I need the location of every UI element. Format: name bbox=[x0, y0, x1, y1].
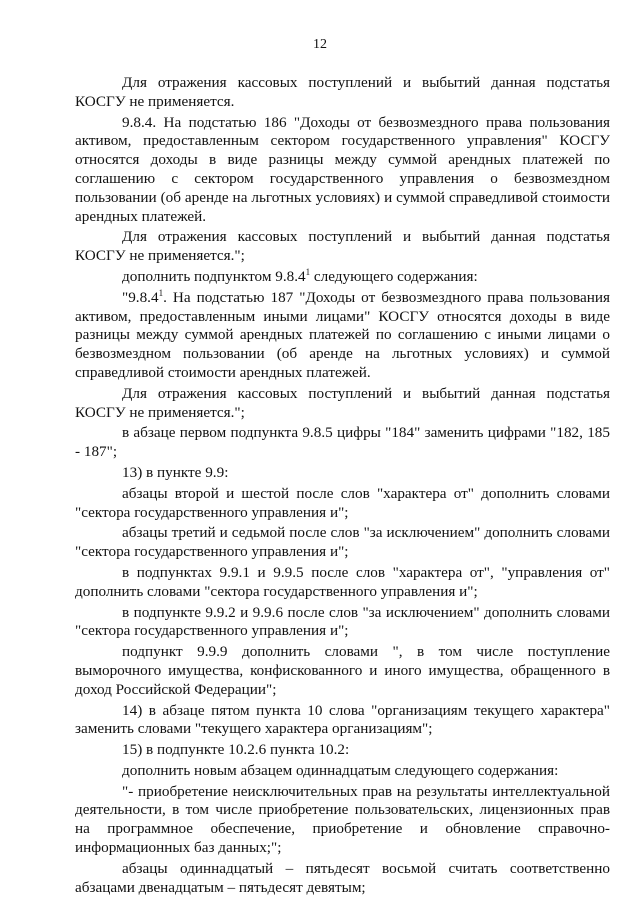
paragraph: "- приобретение неисключительных прав на результаты интеллектуальной деятельности, в том числе приобретение пользовательских, лицензионных прав на программное обеспечение, приобретение и обновление справочно-информационных баз данных;"; bbox=[75, 782, 610, 857]
paragraph: "9.8.4$^1$. На подстатью 187 "Доходы от безвозмездного права пользования активом, предоставленным иными лицами" КОСГУ относятся доходы в виде разницы между суммой арендных платежей по соглашению с иными лицами о безвозмездном пользовании (об аренде на льготных условиях) и суммой справедливой стоимости арендных платежей. bbox=[75, 287, 610, 381]
page-number: 12 bbox=[313, 37, 327, 52]
paragraph: дополнить новым абзацем одиннадцатым следующего содержания: bbox=[122, 761, 559, 779]
paragraph: в подпунктах 9.9.1 и 9.9.5 после слов "характера от", "управления от" дополнить словами "сектора государственного управления и"; bbox=[75, 563, 610, 600]
paragraph: 13) в пункте 9.9: bbox=[122, 463, 229, 481]
paragraph: абзацы второй и шестой после слов "характера от" дополнить словами "сектора государственного управления и"; bbox=[75, 484, 610, 521]
paragraph: 14) в абзаце пятом пункта 10 слова "организациям текущего характера" заменить словами "текущего характера организациям"; bbox=[75, 701, 610, 738]
paragraph: в подпункте 9.9.2 и 9.9.6 после слов "за исключением" дополнить словами "сектора государственного управления и"; bbox=[75, 603, 610, 640]
paragraph: Для отражения кассовых поступлений и выбытий данная подстатья КОСГУ не применяется."; bbox=[75, 228, 610, 265]
document-body bbox=[75, 74, 610, 899]
paragraph: в абзаце первом подпункта 9.8.5 цифры "184" заменить цифрами "182, 185 - 187"; bbox=[75, 424, 610, 461]
paragraph: дополнить подпунктом 9.8.4$^1$ следующего содержания: bbox=[122, 266, 478, 285]
paragraph: абзацы третий и седьмой после слов "за исключением" дополнить словами "сектора государственного управления и"; bbox=[75, 524, 610, 561]
paragraph: 9.8.4. На подстатью 186 "Доходы от безвозмездного права пользования активом, предоставленным сектором государственного управления" КОСГУ относятся доходы в виде разницы между суммой арендных платежей по соглашению с сектором государственного управления о безвозмездном пользовании (об аренде на льготных условиях) и суммой справедливой стоимости арендных платежей. bbox=[75, 113, 610, 225]
paragraph: Для отражения кассовых поступлений и выбытий данная подстатья КОСГУ не применяется."; bbox=[75, 384, 610, 421]
paragraph: абзацы одиннадцатый – пятьдесят восьмой считать соответственно абзацами двенадцатым – пятьдесят девятым; bbox=[75, 859, 610, 896]
paragraph: Для отражения кассовых поступлений и выбытий данная подстатья КОСГУ не применяется. bbox=[75, 74, 610, 110]
paragraph: 15) в подпункте 10.2.6 пункта 10.2: bbox=[122, 741, 350, 759]
paragraph: подпункт 9.9.9 дополнить словами ", в том числе поступление выморочного имущества, конфискованного и иного имущества, обращенного в доход Российской Федерации"; bbox=[75, 643, 610, 698]
